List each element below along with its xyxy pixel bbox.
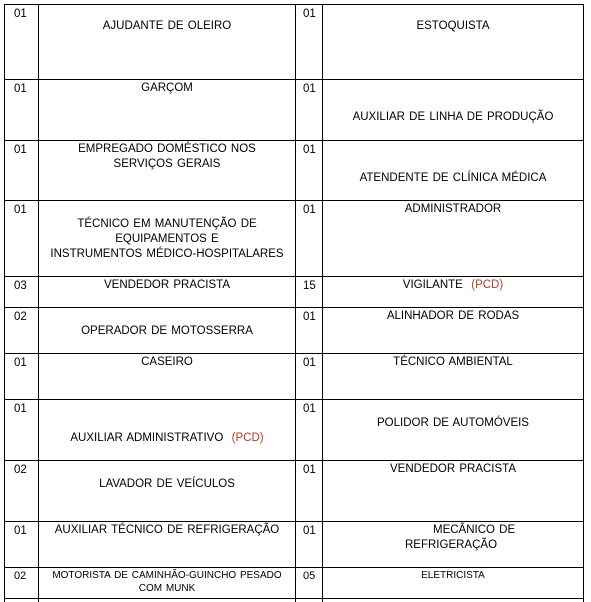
vacancy-count: 01 (303, 311, 316, 323)
job-title-line: INSTRUMENTOS MÉDICO-HOSPITALARES (50, 248, 284, 260)
row-divider (4, 200, 584, 201)
job-title: GARÇOM (141, 82, 193, 94)
job-title: AUXILIAR TÉCNICO DE REFRIGERAÇÃO (54, 524, 280, 536)
job-title-line: MOTORISTA DE CAMINHÃO-GUINCHO PESADO (52, 570, 282, 581)
column-divider-3 (322, 4, 323, 602)
row-divider (4, 521, 584, 522)
row-divider (4, 598, 584, 599)
vacancy-count: 01 (303, 403, 316, 415)
vacancy-count: 15 (303, 280, 316, 292)
job-title-line: COM MUNK (138, 583, 196, 594)
job-title: OPERADOR DE MOTOSSERRA (81, 325, 253, 337)
job-title: CASEIRO (141, 356, 193, 368)
job-title-line: TÉCNICO EM MANUTENÇÃO DE (77, 218, 257, 230)
row-divider (4, 79, 584, 80)
job-title-with-tag (39, 431, 295, 446)
row-divider (4, 140, 584, 141)
job-title: VENDEDOR PRACISTA (389, 463, 517, 475)
job-title-line: EMPREGADO DOMÉSTICO NOS (78, 143, 256, 155)
vacancy-count: 01 (14, 204, 27, 216)
job-title: AUXILIAR DE LINHA DE PRODUÇÃO (352, 111, 554, 123)
row-divider (4, 399, 584, 400)
vacancy-count: 01 (303, 83, 316, 95)
job-title: ELETRICISTA (421, 570, 485, 581)
job-title: ADMINISTRADOR (404, 203, 502, 215)
pcd-tag: (PCD) (471, 279, 504, 291)
job-title: POLIDOR DE AUTOMÓVEIS (377, 417, 529, 429)
vacancy-count: 01 (303, 357, 316, 369)
table-border-right (583, 4, 584, 602)
job-title: VENDEDOR PRACISTA (103, 279, 231, 291)
job-title-line: REFRIGERAÇÃO (405, 539, 498, 551)
job-title: ATENDENTE DE CLÍNICA MÉDICA (359, 172, 547, 184)
vacancy-count: 02 (14, 464, 27, 476)
vacancy-count: 01 (14, 83, 27, 95)
job-title-line: EQUIPAMENTOS E (115, 233, 219, 245)
job-title-line: MECÂNICO DE (433, 524, 516, 536)
pcd-tag: (PCD) (231, 432, 264, 444)
row-divider (4, 353, 584, 354)
vacancy-count: 02 (14, 570, 27, 582)
row-divider (4, 567, 584, 568)
job-title-line: SERVIÇOS GERAIS (113, 158, 221, 170)
row-divider (4, 460, 584, 461)
job-title: AUXILIAR ADMINISTRATIVO (70, 432, 224, 444)
vacancy-count: 01 (14, 357, 27, 369)
vacancy-count: 01 (14, 403, 27, 415)
vacancy-count: 01 (14, 144, 27, 156)
vacancy-count: 01 (14, 8, 27, 20)
row-divider (4, 4, 584, 5)
vacancy-count: 05 (303, 570, 316, 582)
row-divider (4, 307, 584, 308)
job-title: ESTOQUISTA (416, 20, 490, 32)
vacancy-count: 01 (303, 525, 316, 537)
job-title: ALINHADOR DE RODAS (386, 310, 520, 322)
row-divider (4, 276, 584, 277)
job-title-with-tag (323, 278, 583, 293)
vacancy-count: 02 (14, 311, 27, 323)
vacancy-count: 01 (303, 464, 316, 476)
job-title: LAVADOR DE VEÍCULOS (99, 478, 235, 490)
vacancy-count: 01 (303, 8, 316, 20)
vacancy-count: 01 (303, 204, 316, 216)
vacancy-count: 01 (14, 525, 27, 537)
job-title: TÉCNICO AMBIENTAL (393, 356, 513, 368)
vacancy-count: 03 (14, 280, 27, 292)
vacancy-count: 01 (303, 144, 316, 156)
job-title: AJUDANTE DE OLEIRO (102, 20, 232, 32)
job-title: VIGILANTE (402, 279, 463, 291)
